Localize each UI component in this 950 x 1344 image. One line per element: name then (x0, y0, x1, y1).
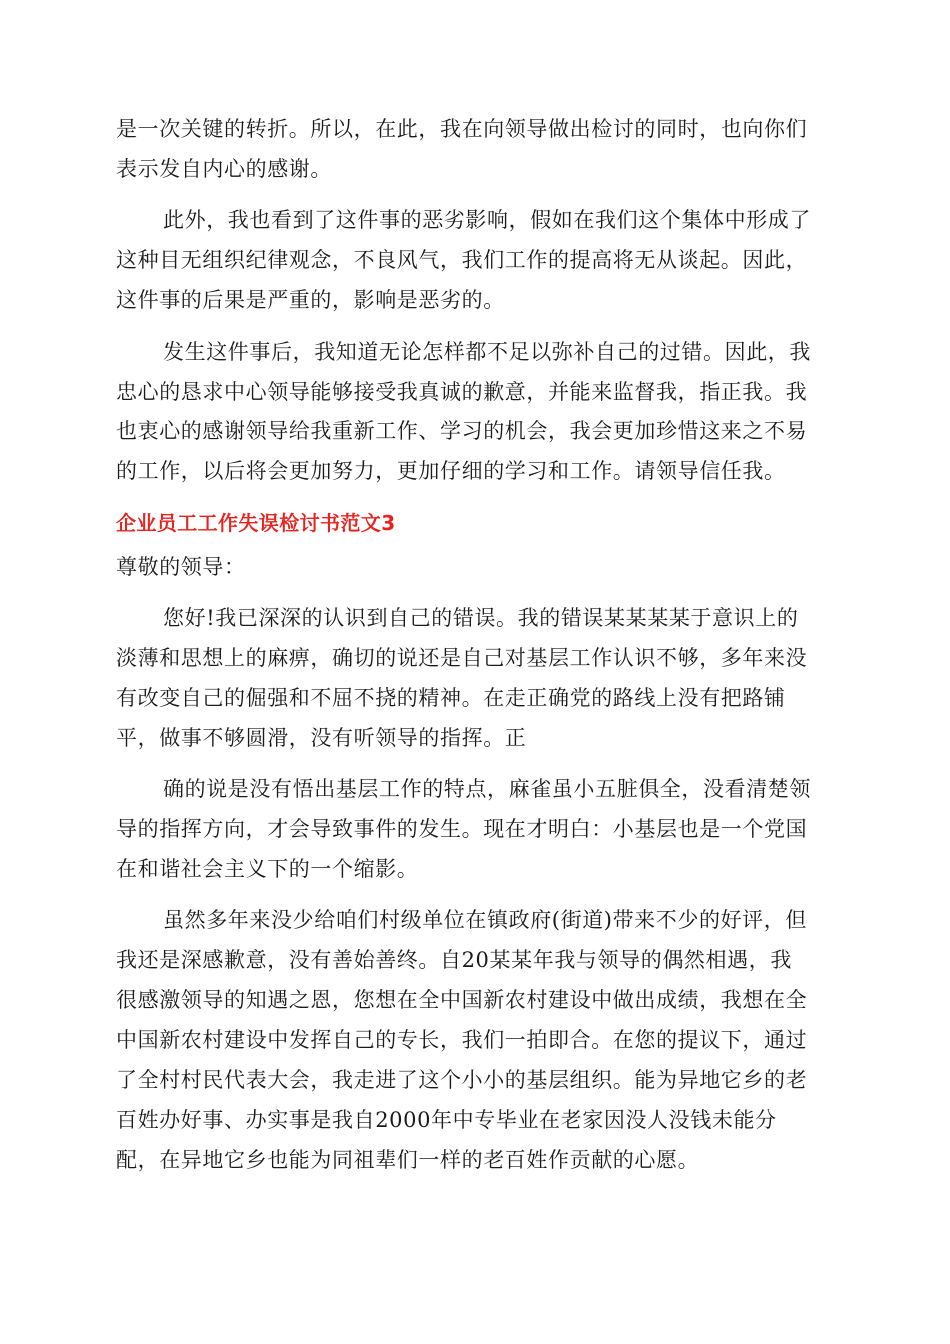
text-line: 虽然多年来没少给咱们村级单位在镇政府(街道)带来不少的好评，但 (163, 908, 807, 932)
text-line: 了全村村民代表大会，我走进了这个小小的基层组织。能为异地它乡的老 (116, 1068, 808, 1092)
text-line: 中国新农村建设中发挥自己的专长，我们一拍即合。在您的提议下，通过 (116, 1028, 808, 1052)
salutation: 尊敬的领导： (116, 555, 246, 579)
text-line: 这种目无组织纪律观念，不良风气，我们工作的提高将无从谈起。因此， (116, 248, 808, 272)
text-line: 是一次关键的转折。所以，在此，我在向领导做出检讨的同时，也向你们 (116, 117, 808, 141)
section-heading: 企业员工工作失误检讨书范文3 (116, 511, 396, 535)
text-line: 我还是深感歉意，没有善始善终。自20某某年我与领导的偶然相遇，我 (116, 948, 792, 972)
text-line: 确的说是没有悟出基层工作的特点，麻雀虽小五脏俱全，没看清楚领 (163, 777, 811, 801)
text-line: 这件事的后果是严重的，影响是恶劣的。 (116, 288, 505, 312)
text-line: 平，做事不够圆滑，没有听领导的指挥。正 (116, 726, 527, 750)
text-line: 也衷心的感谢领导给我重新工作、学习的机会，我会更加珍惜这来之不易 (116, 419, 808, 443)
text-line: 在和谐社会主义下的一个缩影。 (116, 857, 419, 881)
text-line: 有改变自己的倔强和不屈不挠的精神。在走正确党的路线上没有把路铺 (116, 686, 786, 710)
text-line: 百姓办好事、办实事是我自2000年中专毕业在老家因没人没钱未能分 (116, 1108, 777, 1132)
text-line: 很感激领导的知遇之恩，您想在全中国新农村建设中做出成绩，我想在全 (116, 988, 808, 1012)
text-line: 忠心的恳求中心领导能够接受我真诚的歉意，并能来监督我，指正我。我 (116, 380, 808, 404)
text-line: 发生这件事后，我知道无论怎样都不足以弥补自己的过错。因此，我 (163, 340, 811, 364)
text-line: 您好!我已深深的认识到自己的错误。我的错误某某某某于意识上的 (163, 606, 799, 630)
text-line: 表示发自内心的感谢。 (116, 157, 332, 181)
text-line: 此外，我也看到了这件事的恶劣影响，假如在我们这个集体中形成了 (163, 208, 811, 232)
text-line: 配，在异地它乡也能为同祖辈们一样的老百姓作贡献的心愿。 (116, 1148, 700, 1172)
text-line: 导的指挥方向，才会导致事件的发生。现在才明白：小基层也是一个党国 (116, 817, 808, 841)
text-line: 淡薄和思想上的麻痹，确切的说还是自己对基层工作认识不够，多年来没 (116, 646, 808, 670)
text-line: 的工作，以后将会更加努力，更加仔细的学习和工作。请领导信任我。 (116, 459, 786, 483)
